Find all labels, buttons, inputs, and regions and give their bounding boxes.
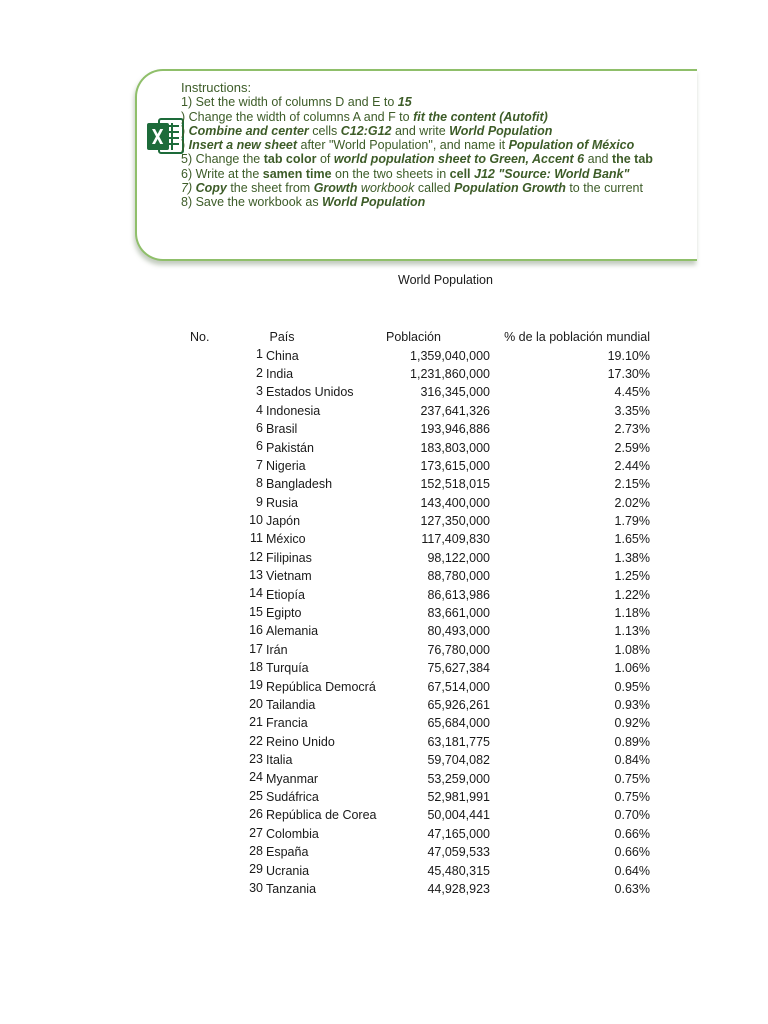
- instructions-text: [181, 80, 653, 210]
- cell-no: [190, 383, 266, 401]
- rank-value: 28: [249, 843, 263, 858]
- table-row: [190, 696, 650, 714]
- cell-no: [190, 696, 266, 714]
- cell-no: [190, 806, 266, 824]
- country-name: España: [266, 845, 309, 860]
- cell-pct: 0.63%: [614, 881, 650, 896]
- cell-pais: [266, 346, 386, 364]
- cell-pais: [266, 641, 386, 659]
- cell-no: [190, 751, 266, 769]
- cell-pct: 0.95%: [614, 679, 650, 694]
- rank-value: 6: [256, 420, 263, 435]
- table-row: [190, 475, 650, 493]
- instruction-segment: World Population: [322, 195, 426, 210]
- instruction-segment: ) Change the width of columns A and F to: [181, 109, 414, 124]
- cell-poblacion: 1,231,860,000: [410, 366, 490, 381]
- table-row: [190, 843, 650, 861]
- table-row: [190, 677, 650, 695]
- cell-pct: 1.79%: [614, 514, 650, 529]
- population-table: [190, 328, 650, 898]
- country-name: Ucrania: [266, 863, 310, 878]
- cell-poblacion: 59,704,082: [427, 753, 490, 768]
- cell-no: [190, 733, 266, 751]
- table-row: [190, 530, 650, 548]
- cell-pct: 17.30%: [607, 366, 650, 381]
- table-row: [190, 604, 650, 622]
- cell-pais: [266, 861, 386, 879]
- instruction-segment: ): [181, 123, 189, 138]
- cell-pais: [266, 769, 386, 787]
- table-row: [190, 622, 650, 640]
- rank-value: 27: [249, 825, 263, 840]
- cell-no: [190, 843, 266, 861]
- country-name: Vietnam: [266, 569, 312, 584]
- table-row: [190, 512, 650, 530]
- cell-pct: 0.66%: [614, 845, 650, 860]
- instruction-segment: world population sheet to Green, Accent 6: [333, 152, 585, 167]
- table-row: [190, 383, 650, 401]
- country-name: Rusia: [266, 495, 298, 510]
- cell-no: [190, 346, 266, 364]
- instruction-line: [181, 167, 643, 181]
- instruction-segment: samen time: [262, 166, 332, 181]
- cell-pais: [266, 585, 386, 603]
- country-name: Turquía: [266, 661, 309, 676]
- rank-value: 29: [249, 862, 263, 877]
- cell-poblacion: 47,165,000: [427, 826, 490, 841]
- instruction-segment: Population Growth: [454, 181, 566, 196]
- cell-pais: [266, 494, 386, 512]
- rank-value: 4: [256, 402, 263, 417]
- instruction-segment: and: [584, 152, 612, 167]
- country-name: Reino Unido: [266, 734, 335, 749]
- cell-pais: [266, 714, 386, 732]
- cell-poblacion: 127,350,000: [420, 514, 490, 529]
- cell-no: [190, 604, 266, 622]
- cell-pct: 0.75%: [614, 771, 650, 786]
- cell-pais: [266, 604, 386, 622]
- cell-no: [190, 659, 266, 677]
- cell-poblacion: 316,345,000: [420, 385, 490, 400]
- country-name: Indonesia: [266, 403, 321, 418]
- country-name: Estados Unidos: [266, 385, 354, 400]
- instructions-title: Instructions:: [181, 80, 252, 95]
- country-name: Egipto: [266, 606, 302, 621]
- cell-pais: [266, 383, 386, 401]
- rank-value: 6: [256, 439, 263, 454]
- rank-value: 21: [249, 715, 263, 730]
- country-name: Tailandia: [266, 698, 316, 712]
- cell-pais: [266, 733, 386, 751]
- cell-pais: [266, 475, 386, 493]
- rank-value: 20: [249, 696, 263, 711]
- table-row: [190, 346, 650, 364]
- instruction-segment: 8) Save the workbook as: [181, 195, 323, 210]
- cell-pais: [266, 622, 386, 640]
- cell-pct: 1.65%: [614, 532, 650, 547]
- instruction-line: [181, 195, 643, 209]
- cell-poblacion: 183,803,000: [420, 440, 490, 455]
- cell-no: [190, 512, 266, 530]
- cell-poblacion: 65,684,000: [427, 716, 490, 731]
- cell-pais: [266, 788, 386, 806]
- cell-poblacion: 47,059,533: [427, 845, 490, 860]
- cell-no: [190, 677, 266, 695]
- cell-no: [190, 788, 266, 806]
- cell-no: [190, 494, 266, 512]
- cell-no: [190, 769, 266, 787]
- rank-value: 22: [249, 733, 263, 748]
- header-pct: % de la población mundial: [504, 330, 650, 345]
- cell-pct: 0.84%: [614, 753, 650, 768]
- cell-poblacion: 52,981,991: [427, 789, 490, 804]
- instruction-segment: to the current: [565, 181, 643, 196]
- cell-pct: 1.06%: [614, 661, 650, 676]
- instruction-line: [181, 138, 643, 152]
- country-name: Nigeria: [266, 458, 306, 473]
- rank-value: 8: [256, 476, 263, 491]
- country-name: Sudáfrica: [266, 789, 319, 804]
- cell-poblacion: 65,926,261: [427, 698, 490, 712]
- country-name: Myanmar: [266, 771, 319, 786]
- instruction-segment: the sheet from: [226, 181, 314, 196]
- instruction-segment: Growth: [313, 181, 358, 196]
- rank-value: 16: [249, 623, 263, 638]
- country-name: República de Corea: [266, 808, 377, 823]
- table-row: [190, 659, 650, 677]
- rank-value: 19: [249, 678, 263, 693]
- cell-pais: [266, 530, 386, 548]
- cell-poblacion: 86,613,986: [427, 587, 490, 602]
- cell-no: [190, 622, 266, 640]
- country-name: Italia: [266, 753, 293, 768]
- cell-poblacion: 53,259,000: [427, 771, 490, 786]
- cell-poblacion: 1,359,040,000: [410, 348, 490, 363]
- cell-no: [190, 641, 266, 659]
- cell-pais: [266, 420, 386, 438]
- instruction-segment: fit the content (Autofit): [413, 109, 548, 124]
- country-name: Irán: [266, 642, 288, 657]
- cell-pct: 0.64%: [614, 863, 650, 878]
- rank-value: 9: [256, 494, 263, 509]
- cell-poblacion: 80,493,000: [427, 624, 490, 639]
- table-row: [190, 494, 650, 512]
- cell-pais: [266, 880, 386, 898]
- rank-value: 30: [249, 880, 263, 895]
- cell-pct: 0.75%: [614, 789, 650, 804]
- instruction-segment: on the two sheets in: [331, 166, 450, 181]
- cell-pais: [266, 567, 386, 585]
- rank-value: 1: [256, 347, 263, 362]
- cell-pct: 4.45%: [614, 385, 650, 400]
- instruction-segment: 15: [397, 95, 412, 110]
- cell-pais: [266, 825, 386, 843]
- cell-poblacion: 117,409,830: [421, 532, 490, 547]
- cell-no: [190, 825, 266, 843]
- table-row: [190, 788, 650, 806]
- instruction-line: [181, 181, 643, 195]
- rank-value: 13: [249, 568, 263, 583]
- country-name: Bangladesh: [266, 477, 333, 492]
- cell-no: [190, 475, 266, 493]
- table-row: [190, 714, 650, 732]
- instruction-segment: 1) Set the width of columns D and E to: [181, 95, 398, 110]
- cell-pct: 2.73%: [614, 422, 650, 437]
- cell-no: [190, 365, 266, 383]
- cell-pais: [266, 751, 386, 769]
- cell-pct: 1.18%: [614, 606, 650, 621]
- country-name: Brasil: [266, 422, 298, 437]
- cell-pct: 2.15%: [614, 477, 650, 492]
- rank-value: 24: [249, 770, 263, 785]
- sheet-title: World Population: [398, 273, 493, 287]
- instruction-segment: the tab: [611, 152, 653, 167]
- cell-no: [190, 549, 266, 567]
- cell-pais: [266, 365, 386, 383]
- cell-no: [190, 402, 266, 420]
- cell-poblacion: 152,518,015: [420, 477, 490, 492]
- cell-pct: 0.89%: [614, 734, 650, 749]
- rank-value: 3: [256, 384, 263, 399]
- cell-pct: 0.92%: [614, 716, 650, 731]
- cell-poblacion: 193,946,886: [420, 422, 490, 437]
- cell-no: [190, 438, 266, 456]
- cell-poblacion: 50,004,441: [427, 808, 490, 823]
- table-row: [190, 457, 650, 475]
- rank-value: 15: [249, 604, 263, 619]
- cell-poblacion: 173,615,000: [420, 458, 490, 473]
- table-row: [190, 751, 650, 769]
- cell-pais: [266, 402, 386, 420]
- cell-no: [190, 457, 266, 475]
- instruction-segment: Insert a new sheet: [188, 138, 298, 153]
- cell-no: [190, 420, 266, 438]
- cell-pais: [266, 659, 386, 677]
- cell-poblacion: 75,627,384: [427, 661, 490, 676]
- cell-poblacion: 45,480,315: [427, 863, 490, 878]
- rank-value: 26: [249, 807, 263, 822]
- cell-no: [190, 714, 266, 732]
- cell-pais: [266, 677, 386, 695]
- cell-no: [190, 530, 266, 548]
- table-body: [190, 346, 650, 898]
- table-row: [190, 420, 650, 438]
- header-pais-label: País: [269, 330, 295, 345]
- cell-pct: 0.93%: [614, 698, 650, 712]
- country-name: Alemania: [266, 624, 319, 639]
- cell-pct: 0.70%: [614, 808, 650, 823]
- table-row: [190, 585, 650, 603]
- cell-pct: 1.38%: [614, 550, 650, 565]
- rank-value: 23: [249, 751, 263, 766]
- cell-poblacion: 237,641,326: [420, 403, 490, 418]
- cell-pct: 0.66%: [614, 826, 650, 841]
- table-row: [190, 365, 650, 383]
- table-row: [190, 880, 650, 898]
- country-name: Pakistán: [266, 440, 314, 455]
- instruction-segment: Combine and center: [188, 123, 309, 138]
- cell-poblacion: 143,400,000: [420, 495, 490, 510]
- country-name: Etiopía: [266, 587, 305, 602]
- country-name: Francia: [266, 716, 308, 731]
- cell-no: [190, 861, 266, 879]
- rank-value: 2: [256, 365, 263, 380]
- table-row: [190, 861, 650, 879]
- cell-pais: [266, 696, 386, 714]
- instruction-segment: 5) Change the: [181, 152, 264, 167]
- cell-pct: 1.25%: [614, 569, 650, 584]
- cell-pais: [266, 457, 386, 475]
- instruction-line: [181, 124, 643, 138]
- cell-pct: 2.02%: [614, 495, 650, 510]
- rank-value: 12: [249, 549, 263, 564]
- country-name: Colombia: [266, 826, 319, 841]
- table-row: [190, 567, 650, 585]
- table-row: [190, 733, 650, 751]
- country-name: Tanzania: [266, 881, 317, 896]
- cell-poblacion: 98,122,000: [427, 550, 490, 565]
- cell-pct: 2.59%: [614, 440, 650, 455]
- table-row: [190, 825, 650, 843]
- cell-pais: [266, 549, 386, 567]
- instruction-line: [181, 152, 653, 167]
- cell-no: [190, 880, 266, 898]
- table-row: [190, 806, 650, 824]
- rank-value: 17: [249, 641, 263, 656]
- header-poblacion: [386, 328, 490, 346]
- table-row: [190, 769, 650, 787]
- cell-poblacion: 63,181,775: [427, 734, 490, 749]
- instruction-segment: J12 "Source: World Bank": [474, 166, 630, 181]
- instruction-line: [181, 95, 643, 109]
- header-poblacion-label: Población: [386, 330, 441, 345]
- cell-pct: 1.13%: [614, 624, 650, 639]
- country-name: India: [266, 366, 294, 381]
- country-name: Filipinas: [266, 550, 312, 565]
- instruction-segment: called: [414, 181, 455, 196]
- header-no: No.: [190, 330, 210, 345]
- cell-pct: 19.10%: [607, 348, 650, 363]
- country-name: México: [266, 532, 306, 547]
- instruction-segment: of: [316, 152, 334, 167]
- cell-pais: [266, 512, 386, 530]
- cell-pct: 2.44%: [614, 458, 650, 473]
- header-pais: [266, 328, 386, 346]
- cell-pais: [266, 438, 386, 456]
- instruction-segment: after "World Population", and name it: [297, 138, 509, 153]
- rank-value: 7: [256, 457, 263, 472]
- cell-pct: 1.22%: [614, 587, 650, 602]
- cell-poblacion: 83,661,000: [427, 606, 490, 621]
- rank-value: 18: [249, 660, 263, 675]
- rank-value: 25: [249, 788, 263, 803]
- instruction-line: [181, 110, 643, 124]
- country-name: República Democrá: [266, 679, 376, 694]
- instruction-segment: cell: [449, 166, 474, 181]
- cell-pais: [266, 843, 386, 861]
- country-name: Japón: [266, 514, 301, 529]
- instruction-segment: tab color: [263, 152, 317, 167]
- instruction-segment: cells: [308, 123, 341, 138]
- table-header-row: [190, 328, 650, 346]
- instruction-segment: C12:G12: [340, 123, 392, 138]
- table-row: [190, 438, 650, 456]
- cell-poblacion: 88,780,000: [427, 569, 490, 584]
- instruction-segment: Population of México: [508, 138, 635, 153]
- instruction-segment: workbook: [357, 181, 415, 196]
- rank-value: 11: [250, 531, 263, 546]
- instruction-segment: 6) Write at the: [181, 166, 263, 181]
- instruction-segment: ): [181, 138, 189, 153]
- instruction-segment: and write: [391, 123, 450, 138]
- instruction-segment: World Population: [449, 123, 553, 138]
- instructions-lines: [181, 95, 653, 210]
- instruction-segment: Copy: [195, 181, 227, 196]
- cell-poblacion: 44,928,923: [427, 881, 490, 896]
- instruction-segment: 7): [181, 181, 196, 196]
- cell-poblacion: 67,514,000: [427, 679, 490, 694]
- cell-pct: 1.08%: [614, 642, 650, 657]
- rank-value: 10: [249, 512, 263, 527]
- table-row: [190, 549, 650, 567]
- table-row: [190, 641, 650, 659]
- cell-pct: 3.35%: [614, 403, 650, 418]
- cell-no: [190, 567, 266, 585]
- table-row: [190, 402, 650, 420]
- cell-pais: [266, 806, 386, 824]
- country-name: China: [266, 348, 299, 363]
- cell-no: [190, 585, 266, 603]
- rank-value: 14: [249, 586, 263, 601]
- cell-poblacion: 76,780,000: [427, 642, 490, 657]
